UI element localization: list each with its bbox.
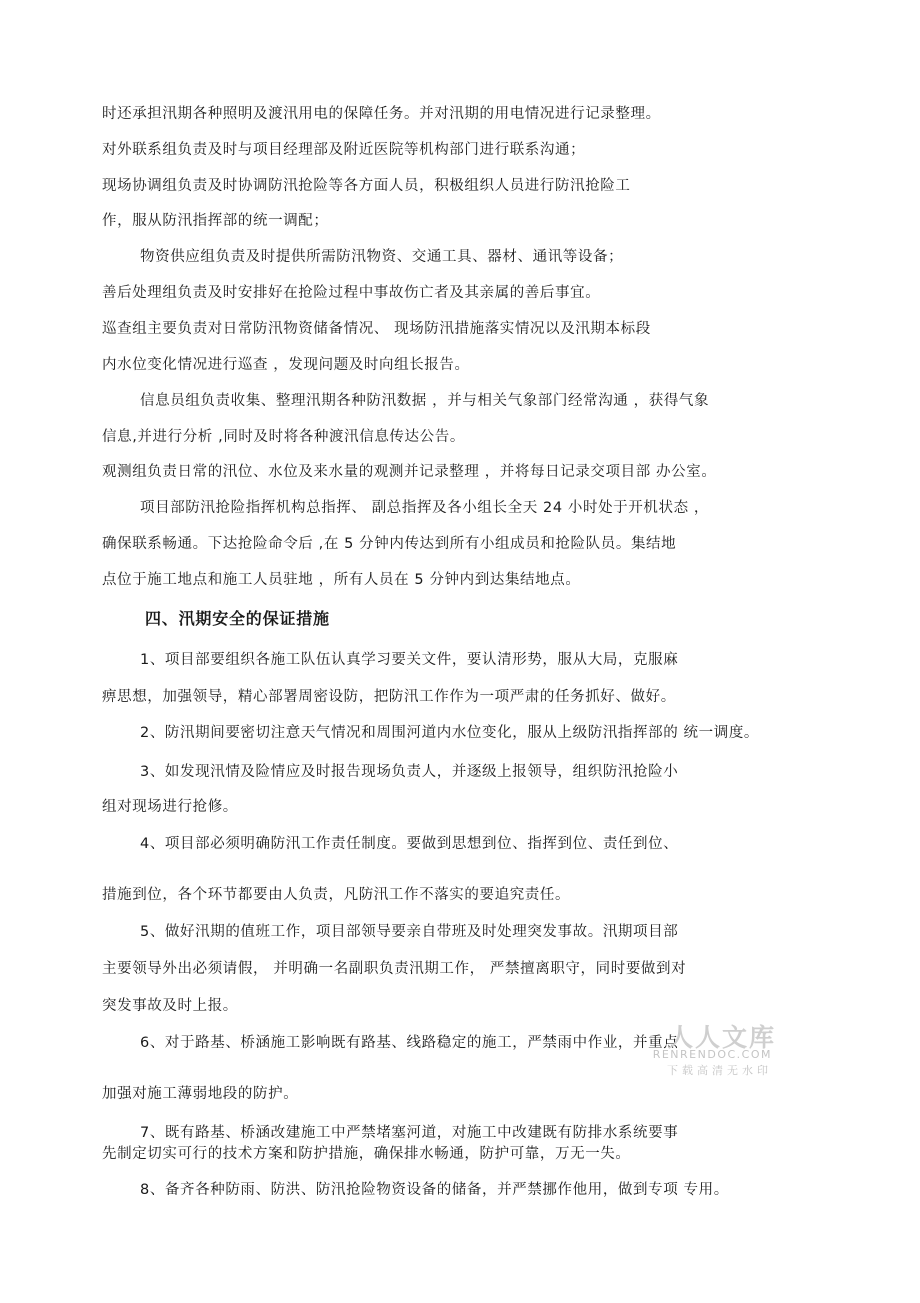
body-line: 8、备齐各种防雨、防洪、防汛抢险物资设备的储备，并严禁挪作他用，做到专项 专用。	[140, 1182, 729, 1198]
section-heading: 四、汛期安全的保证措施	[145, 609, 330, 628]
body-line: 物资供应组负责及时提供所需防汛物资、交通工具、器材、通讯等设备；	[140, 249, 624, 265]
body-line: 5、做好汛期的值班工作，项目部领导要亲自带班及时处理突发事故。汛期项目部	[140, 924, 679, 940]
body-line: 组对现场进行抢修。	[102, 799, 238, 815]
body-line: 3、如发现汛情及险情应及时报告现场负责人，并逐级上报领导，组织防汛抢险小	[140, 764, 679, 780]
body-line: 巡查组主要负责对日常防汛物资储备情况、 现场防汛措施落实情况以及汛期本标段	[102, 321, 651, 337]
body-line: 主要领导外出必须请假， 并明确一名副职负责汛期工作， 严禁擅离职守，同时要做到对	[102, 961, 687, 977]
watermark-logo	[646, 1018, 776, 1080]
body-line: 措施到位，各个环节都要由人负责，凡防汛工作不落实的要追究责任。	[102, 887, 571, 903]
body-line: 信息员组负责收集、整理汛期各种防汛数据 ，并与相关气象部门经常沟通 ，获得气象	[140, 393, 710, 409]
body-line: 6、对于路基、桥涵施工影响既有路基、线路稳定的施工，严禁雨中作业，并重点	[140, 1035, 679, 1051]
body-line: 信息,并进行分析 ,同时及时将各种渡汛信息传达公告。	[102, 429, 465, 445]
body-line: 加强对施工薄弱地段的防护。	[102, 1086, 299, 1102]
body-line: 4、项目部必须明确防汛工作责任制度。要做到思想到位、指挥到位、责任到位、	[140, 836, 679, 852]
body-line: 对外联系组负责及时与项目经理部及附近医院等机构部门进行联系沟通；	[102, 142, 586, 158]
watermark-domain: RENRENDOC.COM	[652, 1048, 772, 1061]
body-line: 现场协调组负责及时协调防汛抢险等各方面人员，积极组织人员进行防汛抢险工	[102, 178, 631, 194]
body-line: 7、既有路基、桥涵改建施工中严禁堵塞河道，对施工中改建既有防排水系统要事	[140, 1125, 679, 1141]
body-line: 作，服从防汛指挥部的统一调配；	[102, 213, 329, 229]
body-line: 观测组负责日常的汛位、水位及来水量的观测并记录整理 ，并将每日记录交项目部 办公室。	[102, 464, 717, 480]
body-line: 先制定切实可行的技术方案和防护措施，确保排水畅通，防护可靠，万无一失。	[102, 1146, 631, 1162]
body-line: 时还承担汛期各种照明及渡汛用电的保障任务。并对汛期的用电情况进行记录整理。	[102, 106, 661, 122]
body-line: 项目部防汛抢险指挥机构总指挥、 副总指挥及各小组长全天 24 小时处于开机状态 ，	[140, 500, 709, 516]
body-line: 确保联系畅通。下达抢险命令后 ,在 5 分钟内传达到所有小组成员和抢险队员。集结地	[102, 536, 677, 552]
body-line: 内水位变化情况进行巡查 ，发现问题及时向组长报告。	[102, 357, 470, 373]
body-line: 善后处理组负责及时安排好在抢险过程中事故伤亡者及其亲属的善后事宜。	[102, 285, 601, 301]
body-line: 痹思想，加强领导，精心部署周密设防，把防汛工作作为一项严肃的任务抓好、做好。	[102, 689, 676, 705]
body-line: 1、项目部要组织各施工队伍认真学习要关文件，要认清形势，服从大局，克服麻	[140, 652, 679, 668]
watermark-subtitle: 下载高清无水印	[667, 1064, 772, 1077]
body-line: 点位于施工地点和施工人员驻地 ，所有人员在 5 分钟内到达集结地点。	[102, 572, 581, 588]
body-line: 突发事故及时上报。	[102, 998, 238, 1014]
body-line: 2、防汛期间要密切注意天气情况和周围河道内水位变化，服从上级防汛指挥部的 统一调度。	[140, 725, 760, 741]
watermark-title: 人人文库	[667, 1023, 776, 1052]
